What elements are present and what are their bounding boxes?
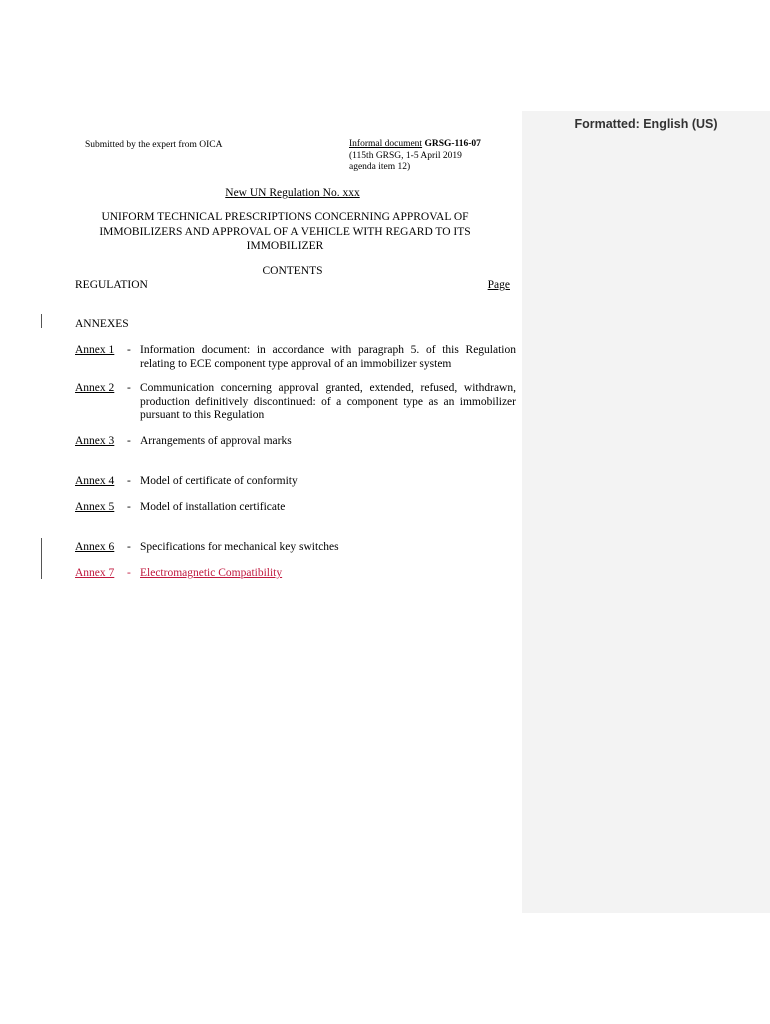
annex-description: Information document: in accordance with paragraph 5. of this Regulation relating to ECE component type approval of an immobilizer system — [140, 344, 516, 370]
regulation-label: REGULATION — [75, 279, 148, 291]
page-column-label: Page — [487, 279, 510, 291]
annex-description: Specifications for mechanical key switches — [140, 541, 339, 553]
main-title: UNIFORM TECHNICAL PRESCRIPTIONS CONCERNING APPROVAL OF IMMOBILIZERS AND APPROVAL OF A VEHICLE WITH REGARD TO ITS IMMOBILIZER — [99, 211, 471, 252]
annex-item-revised — [75, 567, 516, 581]
annex-item — [75, 382, 516, 423]
annex-description — [140, 567, 516, 581]
change-bar — [41, 538, 42, 579]
comments-pane-title: Formatted: English (US) — [574, 117, 718, 131]
annex-item — [75, 435, 516, 449]
annex-number[interactable]: Annex 1 — [75, 344, 115, 356]
informal-document-block — [349, 139, 481, 174]
submitted-by: Submitted by the expert from OICA — [85, 140, 223, 150]
document-code: GRSG-116-07 — [424, 139, 481, 149]
annexes-heading: ANNEXES — [75, 318, 129, 330]
annex-item — [75, 344, 516, 371]
agenda-line: agenda item 12) — [349, 162, 411, 172]
informal-document-label: Informal document — [349, 139, 423, 149]
inserted-text: Electromagnetic Compatibility — [140, 567, 283, 579]
annex-number[interactable]: Annex 3 — [75, 435, 115, 447]
annex-description: Arrangements of approval marks — [140, 435, 292, 447]
annex-description: Model of installation certificate — [140, 501, 286, 513]
annex-number[interactable]: Annex 2 — [75, 382, 115, 394]
annex-number[interactable]: Annex 4 — [75, 475, 115, 487]
informal-document-line — [349, 139, 481, 151]
annex-item — [75, 501, 516, 515]
annex-dash: - — [127, 567, 131, 579]
session-line: (115th GRSG, 1-5 April 2019 — [349, 150, 462, 161]
annex-dash: - — [127, 382, 131, 394]
annex-dash: - — [127, 541, 131, 553]
annex-dash: - — [127, 475, 131, 487]
contents-heading: CONTENTS — [262, 265, 323, 277]
annex-dash: - — [127, 501, 131, 513]
annex-description: Model of certificate of conformity — [140, 475, 298, 487]
annex-dash: - — [127, 344, 131, 356]
comments-pane[interactable] — [522, 111, 770, 913]
annex-number[interactable]: Annex 5 — [75, 501, 115, 513]
annex-number[interactable]: Annex 6 — [75, 541, 115, 553]
annex-item — [75, 475, 516, 489]
annex-dash: - — [127, 435, 131, 447]
change-bar — [41, 314, 42, 328]
regulation-number: New UN Regulation No. xxx — [225, 187, 360, 199]
annex-description: Communication concerning approval granted, extended, refused, withdrawn, production definitively discontinued: of a component type as an immobilizer pursuant to this Regulation — [140, 382, 516, 421]
annex-item — [75, 541, 516, 555]
annex-number[interactable]: Annex 7 — [75, 567, 115, 579]
